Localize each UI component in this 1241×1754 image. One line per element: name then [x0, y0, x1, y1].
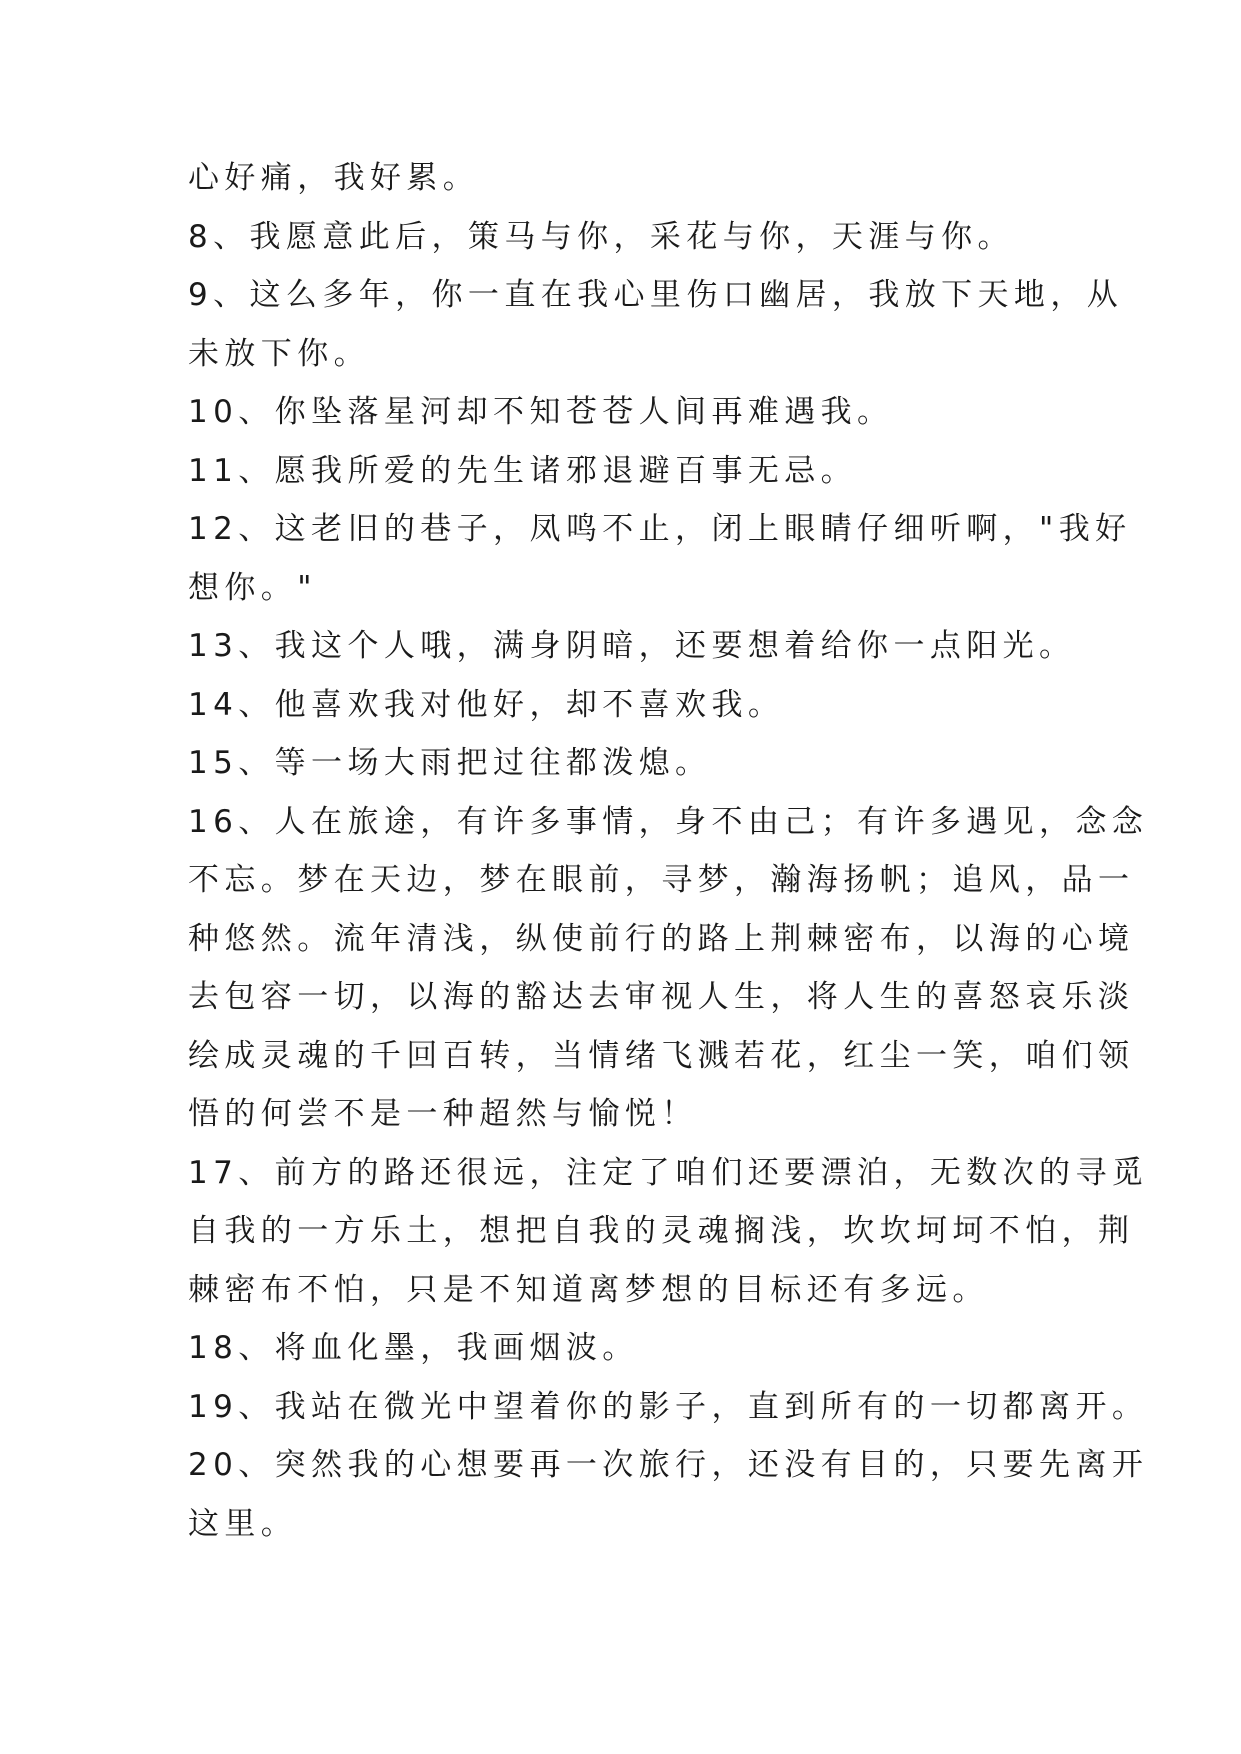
text-line: 13、我这个人哦，满身阴暗，还要想着给你一点阳光。 — [188, 628, 1076, 664]
text-line: 10、你坠落星河却不知苍苍人间再难遇我。 — [188, 394, 894, 430]
text-line: 16、人在旅途，有许多事情，身不由己；有许多遇见，念念 — [188, 803, 1149, 840]
text-line: 18、将血化墨，我画烟波。 — [188, 1330, 639, 1366]
text-line: 8、我愿意此后，策马与你，采花与你，天涯与你。 — [188, 218, 1014, 255]
text-line: 未放下你。 — [188, 335, 370, 372]
text-line: 9、这么多年，你一直在我心里伤口幽居，我放下天地，从 — [188, 277, 1124, 313]
text-line: 去包容一切，以海的豁达去审视人生，将人生的喜怒哀乐淡 — [188, 979, 1135, 1015]
text-line: 19、我站在微光中望着你的影子，直到所有的一切都离开。 — [188, 1388, 1149, 1425]
text-line: 15、等一场大雨把过往都泼熄。 — [188, 745, 712, 781]
text-line: 12、这老旧的巷子，凤鸣不止，闭上眼睛仔细听啊，"我好 — [188, 511, 1132, 547]
text-line: 悟的何尝不是一种超然与愉悦！ — [188, 1096, 698, 1132]
text-line: 自我的一方乐土，想把自我的灵魂搁浅，坎坎坷坷不怕，荆 — [188, 1213, 1135, 1249]
text-line: 14、他喜欢我对他好，却不喜欢我。 — [188, 686, 785, 723]
text-line: 棘密布不怕，只是不知道离梦想的目标还有多远。 — [188, 1271, 989, 1308]
text-line: 心好痛，我好累。 — [188, 160, 480, 196]
text-line: 绘成灵魂的千回百转，当情绪飞溅若花，红尘一笑，咱们领 — [188, 1037, 1135, 1074]
document-body — [188, 149, 1149, 1553]
text-line: 不忘。梦在天边，梦在眼前，寻梦，瀚海扬帆；追风，品一 — [188, 862, 1135, 898]
text-line: 20、突然我的心想要再一次旅行，还没有目的，只要先离开 — [188, 1447, 1149, 1483]
text-line: 种悠然。流年清浅，纵使前行的路上荆棘密布，以海的心境 — [188, 920, 1135, 957]
text-line: 17、前方的路还很远，注定了咱们还要漂泊，无数次的寻觅 — [188, 1154, 1149, 1191]
text-line: 11、愿我所爱的先生诸邪退避百事无忌。 — [188, 452, 858, 489]
text-line: 想你。" — [188, 569, 317, 606]
text-line: 这里。 — [188, 1505, 298, 1542]
